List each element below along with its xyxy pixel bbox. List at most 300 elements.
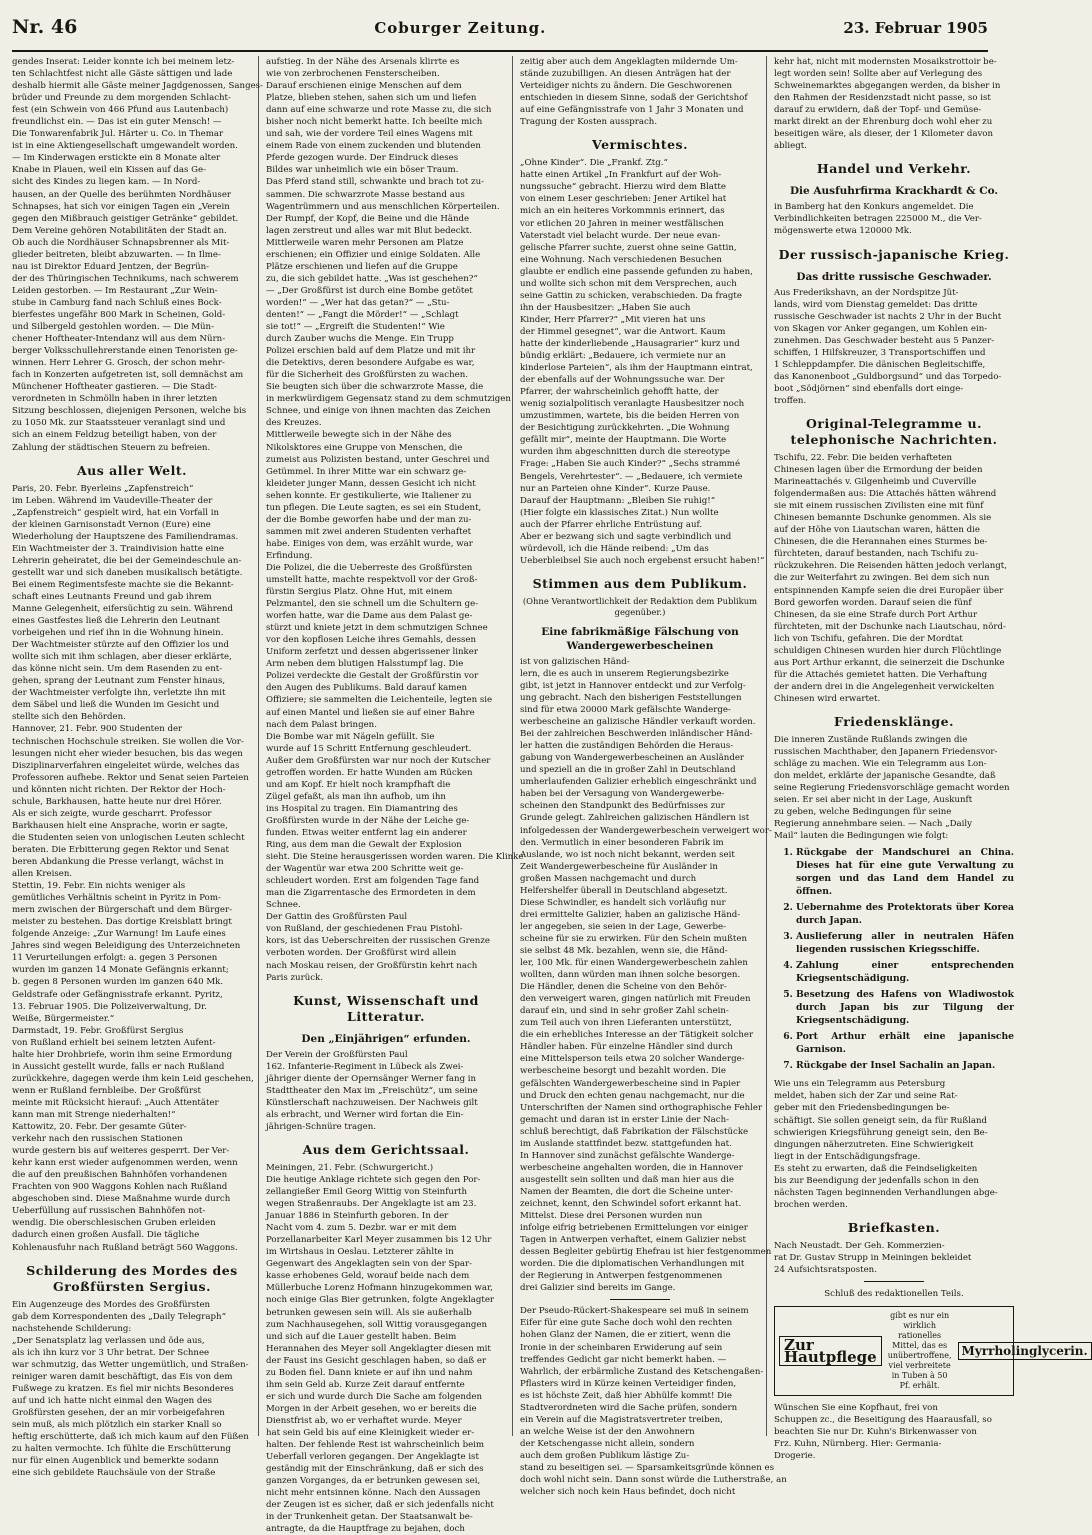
text-line: geber mit den Friedensbedingungen be- — [774, 1103, 950, 1114]
text-line: Erfindung. — [266, 550, 313, 561]
text-line: die zur Weiterfahrt zu zwingen. Bei dem sich nun — [774, 573, 990, 584]
text-line: nach dem Palast bringen. — [266, 719, 377, 730]
text-line: brüder und Freunde zu dem morgenden Schlacht- — [12, 93, 231, 104]
text-line: Helfershelfer überall in Deutschland abgesetzt. — [520, 885, 728, 896]
text-line: freundlichst ein. — Das ist ein guter Mensch! — — [12, 117, 222, 128]
text-line: sieht. Die Steine herausgerissen worden waren. Die Klinke — [266, 852, 524, 863]
text-line: Weiße, Bürgermeister.“ — [12, 1013, 115, 1024]
column-1 — [12, 56, 263, 1479]
text-line: wurde auf 15 Schritt Entfernung geschleudert. — [266, 743, 472, 754]
text-line: scheinen den Standpunkt des Bedürfnisses zur — [520, 801, 725, 812]
text-line: Händler haben. Für einzelne Händler sind durch — [520, 1042, 733, 1053]
text-line: Bei der zahlreichen Beschwerden inländischer Händ- — [520, 729, 753, 740]
text-line: drei ermittelte Galizier, haben an galizische Händ- — [520, 909, 741, 920]
text-line: 1 Schleppdampfer. Die dänischen Begleitschiffe, — [774, 359, 986, 370]
text-line: in der Trunkenheit getan. Der Staatsanwalt be- — [266, 1512, 473, 1523]
text-line: Morgen in der Arbeit gesehen, wo er bereits die — [266, 1403, 477, 1414]
text-line: eine Wohnung. Nach verschiedenen Besuchen — [520, 254, 722, 265]
text-line: ung gebracht. Nach den bisherigen Feststellungen — [520, 693, 742, 704]
text-line: wollten, dann würden man ihnen solche besorgen. — [520, 970, 741, 981]
text-line: Pelzmantel, den sie schnell um die Schultern ge- — [266, 599, 479, 610]
text-line: werbescheine besorgt und bezahlt worden. Die — [520, 1066, 727, 1077]
text-line: umzustimmen, wartete, bis die beiden Herren von — [520, 411, 740, 422]
text-line: Stettin, 19. Febr. Ein nichts weniger als — [12, 881, 186, 892]
court-report-continued — [520, 56, 760, 128]
text-line: zu, die sich gebildet hatte. „Was ist geschehen?“ — [266, 273, 478, 284]
text-line: das könne nicht sein. Um dem Rasenden zu ent- — [12, 664, 223, 675]
world-news — [12, 483, 252, 1254]
text-line: folgende Anzeige: „Zur Warnung! Im Laufe eines — [12, 929, 226, 940]
text-line: hat sein Geld bis auf eine Kleinigkeit wieder er- — [266, 1427, 475, 1438]
text-line: durch Zauber wuchs die Menge. Ein Trupp — [266, 334, 454, 345]
text-line: im Wirtshaus in Oeslau. Letzterer zählte in — [266, 1247, 454, 1258]
text-line: Auslande, wo ist noch nicht bekannt, werden seit — [520, 849, 735, 860]
text-line: Münchener Hoftheater gastieren. — Die Stadt- — [12, 382, 217, 393]
text-line: auf der Höhe von Liautschan waren, hätten die — [774, 525, 980, 536]
text-line: dadurch einen großen Ausfall. Die tägliche — [12, 1230, 200, 1241]
text-line: nau ist Direktor Eduard Jentzen, der Begrün- — [12, 261, 210, 272]
text-line: Darauf der Hauptmann: „Bleiben Sie ruhig!“ — [520, 495, 716, 506]
text-line: Sie beugten sich über die schwarzrote Masse, die — [266, 382, 484, 393]
text-line: verboten worden. Der Großfürst wird allein — [266, 948, 457, 959]
text-line: würdevoll, ich die Hände reibend: „Um das — [520, 543, 709, 554]
text-line: Bildes war unheimlich wie ein böser Traum. — [266, 165, 459, 176]
text-line: nur für einen Augenblick und bemerkte sodann — [12, 1456, 219, 1467]
editorial-end-notice: Schluß des redaktionellen Teils. — [824, 1289, 964, 1300]
heading-gerichtssaal: Aus dem Gerichtssaal. — [302, 1141, 470, 1157]
text-line: eines Gastfestes ließ die Lehrerin den Leutnant — [12, 616, 220, 627]
text-line: Chinesen, da sie eine Strafe durch Port Arthur — [774, 609, 978, 620]
columns — [12, 56, 1088, 1535]
text-line: gemütliches Verhältnis scheint in Pyritz in Pom- — [12, 893, 221, 904]
text-line: schluß berechtigt, daß Fabrikation der Fälschstücke — [520, 1126, 749, 1137]
text-line: doch wohl nicht sein. Dann sonst würde die Lutherstraße, an — [520, 1475, 787, 1486]
text-line: Polizei verdeckte die Gestalt der Großfürstin vor — [266, 671, 479, 682]
peace-demand: 2. Uebernahme des Protektorats über Korea durch Japan. — [796, 901, 1014, 927]
text-line: werbescheine angehalten worden, die in Hannover — [520, 1162, 743, 1173]
text-line: Das Pferd stand still, schwankte und brach tot zu- — [266, 177, 485, 188]
text-line: fürchteten, darauf bestanden, nach Tschifu zu- — [774, 549, 979, 560]
heading-telegramme: Original-Telegramme u. telephonische Nachrichten. — [790, 415, 998, 447]
text-line: jährigen-Schnüre tragen. — [266, 1121, 376, 1132]
text-line: lesungen nicht eher wieder besuchen, bis das wegen — [12, 748, 243, 759]
text-line: Arm neben dem blutigen Halsstumpf lag. Die — [266, 659, 464, 670]
text-line: wurden ihm abgeschnitten durch die stereotype — [520, 447, 731, 458]
text-line: Müllerbuche Lorenz Hofmann hinzugekommen war, — [266, 1283, 493, 1294]
telegram-text — [774, 452, 1014, 705]
text-line: zunehmen. Das Geschwader besteht aus 5 Panzer- — [774, 335, 995, 346]
text-line: halten. Der fehlende Rest ist wahrscheinlich beim — [266, 1440, 485, 1451]
text-line: stände zuzubilligen. An diesen Anträgen hat der — [520, 69, 731, 80]
text-line: kinderlose Parteien“, als ihm der Hauptmann eintrat, — [520, 363, 753, 374]
text-line: worfen hatte, war die Dame aus dem Palast ge- — [266, 611, 473, 622]
text-line: lern, die es auch in unserem Regierungsbezirke — [520, 668, 729, 679]
text-line: Offiziere; sie sammelten die Leichenteile, legten sie — [266, 695, 493, 706]
text-line: Porzellanarbeiter Karl Meyer zusammen bis 12 Uhr — [266, 1235, 492, 1246]
text-line: aufstieg. In der Nähe des Arsenals klirrte es — [266, 57, 460, 67]
text-line: Bei einem Regimentsfeste machte sie die Bekannt- — [12, 579, 234, 590]
text-line: Dienstfrist ab, wo er verhaftet wurde. Meyer — [266, 1415, 462, 1426]
text-line: fach in Konzerten aufgetreten ist, soll demnächst am — [12, 370, 244, 381]
text-line: Ein Augenzeuge des Mordes des Großfürsten — [12, 1299, 211, 1310]
text-line: mögenswerte etwa 120000 Mk. — [774, 226, 912, 237]
text-line: hatte der kinderliebende „Hausagrarier“ kurz und — [520, 338, 740, 349]
text-line: chener Hoftheater-Intendanz will aus dem Nürn- — [12, 334, 226, 345]
text-line: gegen den Mißbrauch geistiger Getränke“ gebildet. — [12, 213, 239, 224]
text-line: ler hatten die zuständigen Behörden die Heraus- — [520, 741, 734, 752]
text-line: troffen. — [774, 395, 807, 406]
text-line: Zahlung der städtischen Steuern zu befreien. — [12, 442, 211, 453]
text-line: nicht mehr entsinnen könne. Nach den Aussagen — [266, 1488, 481, 1499]
text-line: liegt in der Entschädigungsfrage. — [774, 1151, 921, 1162]
text-line: auf und ich hatte nicht einmal den Wagen des — [12, 1395, 212, 1406]
text-line: Ring, aus dem man die Gewalt der Explosion — [266, 840, 462, 851]
stimmen-text — [520, 656, 772, 1294]
text-line: Pfarrer, der wahrscheinlich gehofft hatte, der — [520, 387, 719, 398]
text-line: kleideter junger Mann, dessen Gesicht ich nicht — [266, 478, 476, 489]
text-line: gefällt mir“, meinte der Hauptmann. Die Worte — [520, 435, 727, 446]
peace-demand: 6. Port Arthur erhält eine japanische Garnison. — [796, 1030, 1014, 1056]
text-line: Hannover, 21. Febr. 900 Studenten der — [12, 724, 183, 735]
text-line: Künstlerschaft nachzuweisen. Der Nachweis gilt — [266, 1097, 478, 1108]
text-line: ganzen Vorganges, da er betrunken gewesen sei, — [266, 1476, 481, 1487]
text-line: Kohlenausfuhr nach Rußland beträgt 560 Waggons. — [12, 1242, 238, 1253]
text-line: schläge zu machen. Wie ein Telegramm aus Lon- — [774, 759, 987, 770]
text-line: berger Volksschullehrerstande einen Tenoristen ge- — [12, 346, 238, 357]
text-line: Bord geworfen worden. Darauf seien die fünf — [774, 597, 972, 608]
text-line: ist in eine Aktiengesellschaft umgewandelt worden. — [12, 141, 238, 152]
text-line: einem Rade von einem zuckenden und blutenden — [266, 141, 481, 152]
text-line: im Auslande stattfindet bezw. stattgefunden hat. — [520, 1138, 732, 1149]
text-line: welcher sich noch kein Haus befindet, doch nicht — [520, 1487, 736, 1498]
text-line: heftig erschütterte, daß ich mich kaum auf den Füßen — [12, 1432, 249, 1443]
text-line: vor den kopflosen Leiche ihres Gemahls, dessen — [266, 635, 477, 646]
peace-demand: 5. Besetzung des Hafens von Wladiwostok durch Japan bis zur Tilgung der Kriegsentschädigung. — [796, 988, 1014, 1027]
text-line: die auf den preußischen Bahnhöfen vorhandenen — [12, 1170, 228, 1181]
text-line: eine Mittelsperson teils etwa 20 solcher Wanderge- — [520, 1054, 745, 1065]
text-line: beraten. Die Erbitterung gegen Rektor und Senat — [12, 844, 229, 855]
text-line: Die Händler, denen die Scheine von den Behör- — [520, 982, 727, 993]
text-line: zeitig aber auch dem Angeklagten mildernde Um- — [520, 57, 738, 67]
text-line: schwierigen Kriegsführung geneigt sein, den Be- — [774, 1127, 988, 1138]
text-line: Knabe in Plauen, weil ein Kissen auf das Ge- — [12, 165, 206, 176]
text-line: Tschifu, 22. Febr. Die beiden verhafteten — [774, 452, 953, 463]
newspaper-title: Coburger Zeitung. — [374, 19, 547, 37]
text-line: beachten Sie nur Dr. Kuhn's Birkenwasser von — [774, 1427, 977, 1438]
text-line: reiniger waren damit beschäftigt, das Eis von dem — [12, 1371, 233, 1382]
text-line: Chinesen bemannte Dschunke genommen. Als sie — [774, 513, 992, 524]
text-line: technischen Hochschule streiken. Sie wollen die Vor- — [12, 736, 244, 747]
text-line: mich an ein heiteres Vorkommnis erinnert, das — [520, 206, 725, 217]
text-line: verordneten in Schmölln haben in ihrer letzten — [12, 394, 218, 405]
market-letter — [774, 56, 1014, 152]
text-line: den Augen des Publikums. Bald darauf kamen — [266, 683, 468, 694]
text-line: sammen mit zwei anderen Studenten verhaftet — [266, 526, 472, 537]
text-line: wegen Straßenraubs. Der Angeklagte ist am 23. — [266, 1199, 477, 1210]
text-line: der die Bombe geworfen habe und der man zu- — [266, 514, 472, 525]
text-line: Nikolsktores eine Gruppe von Menschen, die — [266, 442, 463, 453]
text-line: Mittlerweile waren mehr Personen am Platze — [266, 237, 464, 248]
text-line: sehen konnte. Er gestikulierte, wie Italiener zu — [266, 490, 472, 501]
text-line: dem Säbel und ließ die Wunden im Gesicht und — [12, 700, 220, 711]
text-line: bündig erklärt: „Bedauere, ich vermiete nur an — [520, 351, 726, 362]
text-line: rückzukehren. Die Reisenden hätten jedoch verlangt, — [774, 561, 1007, 572]
text-line: Darmstadt, 19. Febr. Großfürst Sergius — [12, 1025, 184, 1036]
text-line: „Zapfenstreich“ gespielt wird, hat ein Vorfall in — [12, 507, 220, 518]
text-line: und am Kopf. Er hielt noch krampfhaft die — [266, 779, 451, 790]
text-line: ten Schlachtfest nicht alle Gäste sättigen und lade — [12, 69, 233, 80]
text-line: schäftigt. Sie sollen geneigt sein, da für Rußland — [774, 1115, 988, 1126]
text-line: Januar 1886 in Steinfurth geboren. In der — [266, 1211, 449, 1222]
murder-account-continued — [266, 56, 524, 984]
text-line: nachstehende Schilderung: — [12, 1323, 132, 1334]
text-line: die ein erhebliches Interesse an der Tätigkeit solcher — [520, 1030, 754, 1041]
text-line: Wie uns ein Telegramm aus Petersburg — [774, 1079, 946, 1090]
text-line: gendes Inserat: Leider konnte ich bei meinem letz- — [12, 57, 235, 67]
text-line: der Wagentür war etwa 200 Schritte weit ge- — [266, 864, 464, 875]
text-line: ihm sein Geld ab. Kurze Zeit darauf entfernte — [266, 1379, 465, 1390]
text-line: Vaterstadt viel belacht wurde. Der neue evan- — [520, 230, 721, 241]
text-line: In Hannover sind zunächst gefälschte Wanderge- — [520, 1150, 735, 1161]
text-line: schuldigen Chinesen wurden hier durch Flüchtlinge — [774, 645, 1002, 656]
text-line: von Rußland, der geschiedenen Frau Pistohl- — [266, 924, 463, 935]
text-line: zu 1050 Mk. zur Staatssteuer veranlagt sind und — [12, 418, 226, 429]
text-line: das Kanonenboot „Guldborgsund“ und das Torpedo- — [774, 371, 1002, 382]
text-line: dingungen näherzutreten. Eine Schwierigkeit — [774, 1139, 974, 1150]
text-line: Ueberbleibsel Sie auch noch ergebenst ersucht haben!“ — [520, 555, 765, 566]
text-line: schaft eines Leutnants Freund und gab ihrem — [12, 591, 212, 602]
text-line: Schweinemarktes abgegangen werden, da bisher in — [774, 81, 1001, 92]
text-line: folgendermaßen aus: Die Attachés hätten während — [774, 489, 997, 500]
krieg-subtitle: Das dritte russische Geschwader. — [796, 270, 992, 283]
text-line: sammen. Die schwarzrote Masse bestand aus — [266, 189, 465, 200]
text-line: Uniform zerfetzt und dessen abgerissener linker — [266, 647, 478, 658]
text-line: Die Polizei, die die Ueberreste des Großfürsten — [266, 562, 473, 573]
text-line: tun pflegen. Die Leute sagten, es sei ein Student, — [266, 502, 482, 513]
text-line: Manne Gelegenheit, eifersüchtig zu sein. Während — [12, 604, 233, 615]
text-line: Stadtverordneten wird die Sache prüfen, sondern — [520, 1402, 738, 1413]
text-line: don meldet, erklärte der japanische Gesandte, daß — [774, 771, 996, 782]
text-line: Schnee. — [266, 900, 301, 911]
text-line: ausgestellt sein sollten und daß man hier aus die — [520, 1174, 734, 1185]
text-line: seien. Er sei aber nicht in der Lage, Auskunft — [774, 795, 973, 806]
text-line: rat Dr. Gustav Strupp in Meiningen bekleidet — [774, 1252, 972, 1263]
ad-body: gibt es nur ein wirklich rationelles Mittel, das es unübertroffene, viel verbreitete in Tuben à 50 Pf. erhält. — [887, 1311, 952, 1391]
text-line: Drogerie. — [774, 1451, 816, 1462]
text-line: Barkhausen hielt eine Ansprache, worin er sagte, — [12, 820, 228, 831]
text-line: darauf zu erwidern, daß der Topf- und Gemüse- — [774, 105, 982, 116]
text-line: markt direkt an der Ehrenburg doch wohl eher zu — [774, 117, 993, 128]
text-line: Zeit Wandergewerbescheine für Ausländer in — [520, 861, 718, 872]
text-line: Wagentrümmern und aus menschlichen Körperteilen. — [266, 201, 500, 212]
text-line: abliegt. — [774, 141, 807, 152]
peace-demand: 7. Rückgabe der Insel Sachalin an Japan. — [796, 1059, 1014, 1072]
text-line: Disziplinarverfahren eingeleitet würde, welches das — [12, 760, 240, 771]
miscellaneous — [520, 157, 765, 567]
text-line: Der Gattin des Großfürsten Paul — [266, 912, 408, 923]
text-line: nach Moskau reisen, der Großfürstin kehrt nach — [266, 960, 478, 971]
peace-text — [774, 734, 1014, 842]
ad-headline: Zur Hautpflege — [779, 1336, 882, 1366]
text-line: 11 Verurteilungen erfolgt: a. gegen 3 Personen — [12, 953, 218, 964]
text-line: drei Galizier sind bereits im Gange. — [520, 1283, 676, 1294]
text-line: Regierung annehmbare seien. — Nach „Daily — [774, 819, 973, 830]
text-line: bierfestes ungefähr 800 Mark in Scheinen, Gold- — [12, 309, 226, 320]
text-line: entspinnenden Kampfe seien die drei Europäer über — [774, 585, 1004, 596]
text-line: 162. Infanterie-Regiment in Lübeck als Zwei- — [266, 1061, 464, 1072]
text-line: als ich ihn kurz vor 3 Uhr betrat. Der Schnee — [12, 1347, 210, 1358]
heading-vermischtes: Vermischtes. — [592, 137, 688, 153]
text-line: der Regierung in Antwerpen festgenommenen — [520, 1271, 723, 1282]
text-line: verkehr nach den russischen Stationen — [12, 1134, 183, 1145]
text-line: hohen Glanz der Namen, die er zitiert, wenn die — [520, 1330, 731, 1341]
text-line: bis zur Beendigung der jedenfalls schon in den — [774, 1175, 979, 1186]
text-line: zu halten vermochte. Ich fühlte die Erschütterung — [12, 1444, 231, 1455]
reader-reply — [520, 1305, 787, 1498]
text-line: abgeschoben sind. Diese Maßnahme wurde durch — [12, 1194, 231, 1205]
text-line: Großfürsten gesehen, der an mir vorbeigefahren — [12, 1407, 225, 1418]
text-line: Marineattachés v. Gilgenheimb und Cuverville — [774, 477, 977, 488]
text-line: zum Teil auch von ihren Lieferanten unterstützt, — [520, 1018, 732, 1029]
text-line: „Der Senatsplatz lag verlassen und öde aus, — [12, 1335, 205, 1346]
text-line: eine sich gebildete Rauchsäule von der Straße — [12, 1468, 216, 1479]
text-line: ler, 100 Mk. für einen Wandergewerbeschein zahlen — [520, 958, 748, 969]
text-line: sich an einem Feldzug beteiligt haben, von der — [12, 430, 217, 441]
text-line: Ob auch die Nordhäuser Schnapsbrenner als Mit- — [12, 237, 230, 248]
text-line: kasse erhobenes Geld, worauf beide nach dem — [266, 1271, 470, 1282]
text-line: boot „Södjörnen“ sind ebenfalls dort einge- — [774, 383, 964, 394]
text-line: die Studenten seien von unlogischen Leuten schlecht — [12, 832, 245, 843]
text-line: Namen der Beamten, die dort die Scheine unter- — [520, 1186, 733, 1197]
text-line: jähriger diente der Opernsänger Werner fang in — [266, 1073, 477, 1084]
text-line: umherlaufenden Galizier erheblich eingeschränkt und — [520, 777, 757, 788]
masthead — [12, 0, 988, 52]
text-line: Wünschen Sie eine Kopfhaut, frei von — [774, 1403, 938, 1414]
text-line: ihn der Hausbesitzer: „Haben Sie auch — [520, 302, 691, 313]
text-line: sie selbst 48 Mk. bezahlen, wenn sie, die Händ- — [520, 946, 728, 956]
kunst-text — [266, 1049, 506, 1133]
text-line: lagen zerstreut und alles war mit Blut bedeckt. — [266, 225, 472, 236]
text-line: Plätze erschienen und liefen auf die Gruppe — [266, 261, 458, 272]
text-line: Frachten von 900 Waggons Kohlen nach Rußland — [12, 1182, 228, 1193]
text-line: der Ketschengasse nicht allein, sondern — [520, 1438, 695, 1449]
text-line: und wollte sich schon mit dem Versprechen, auch — [520, 278, 737, 289]
column-4 — [774, 56, 1088, 1462]
section-divider — [864, 1281, 924, 1282]
text-line: Ein Wachtmeister der 3. Traindivision hatte eine — [12, 543, 224, 554]
text-line: kehr kann erst wieder aufgenommen werden, wenn — [12, 1158, 238, 1169]
text-line: Nach Neustadt. Der Geh. Kommerzien- — [774, 1240, 945, 1251]
text-line: nächsten Tagen beginnenden Verhandlungen abge- — [774, 1187, 998, 1198]
text-line: wurden im ganzen 14 Monate Gefängnis erkannt; — [12, 965, 229, 976]
text-line: noch einige Glas Bier getrunken, folgte Angeklagter — [266, 1295, 495, 1306]
text-line: Schnapses, hat sich vor einigen Tagen ein „Verein — [12, 201, 230, 212]
text-line: Platze, blieben stehen, sahen sich um und liefen — [266, 93, 477, 104]
text-line: umstellt hatte, machte respektvoll vor der Groß- — [266, 575, 478, 586]
text-line: scheine für sie zu erwirken. Für den Schein mußten — [520, 933, 747, 944]
text-line: Professoren aufhebe. Rektor und Senat seien Parteien — [12, 772, 249, 783]
text-line: vorbeigehen und rief ihn in die Wohnung hinein. — [12, 628, 224, 639]
text-line: er sich und wurde durch Die Sache am folgenden — [266, 1391, 482, 1402]
text-line: sind für etwa 20000 Mark gefälschte Wanderge- — [520, 705, 731, 716]
text-line: es ist höchste Zeit, daß hier Abhülfe kommt! Die — [520, 1390, 732, 1401]
text-line: gemacht und daran ist in erster Linie der Nach- — [520, 1114, 730, 1125]
text-line: Wiederholung der Hauptszene des Familiendramas. — [12, 531, 239, 542]
text-line: glaubte er endlich eine passende gefunden zu haben, — [520, 266, 753, 277]
issue-number: Nr. 46 — [12, 16, 78, 38]
text-line: und Druck den echten genau nachgemacht, nur die — [520, 1090, 745, 1101]
text-line: lands, wird vom Dienstag gemeldet: Das dritte — [774, 299, 978, 310]
text-line: fürchteten, mit der Dschunke nach Liautschau, nörd- — [774, 621, 1006, 632]
text-line: sie mit einem russischen Zivilisten eine mit fünf — [774, 501, 984, 512]
heading-handel: Handel und Verkehr. — [816, 161, 972, 177]
text-line: Fußwege zu kratzen. Es fiel mir nichts Besonderes — [12, 1383, 234, 1394]
text-line: Großfürsten wurde in der Nähe der Leiche ge- — [266, 815, 470, 826]
text-line: hatte einen Artikel „In Frankfurt auf der Woh- — [520, 170, 722, 181]
column-2 — [266, 56, 524, 1535]
text-line: von einem Leser geschrieben: Jener Artikel hat — [520, 194, 727, 205]
peace-text-end — [774, 1078, 1014, 1211]
text-line: an welche Weise ist der den Anwohnern — [520, 1426, 695, 1437]
text-line: zu Boden fiel. Dann kniete er auf ihn und nahm — [266, 1367, 473, 1378]
text-line: war schmutzig, das Wetter ungemütlich, und Straßen- — [12, 1359, 249, 1370]
text-line: Als er sich zeigte, wurde gescharrt. Professor — [12, 808, 212, 819]
text-line: vor etlichen 20 Jahren in meiner westfälischen — [520, 218, 724, 229]
text-line: getroffen worden. Er hatte Wunden am Rücken — [266, 767, 473, 778]
text-line: Chinesen lagen über die Ermordung der beiden — [774, 465, 983, 476]
text-line: der Zeugen ist es sicher, daß er sich jedenfalls nicht — [266, 1500, 494, 1511]
text-line: geständig mit der Einschränkung, daß er sich des — [266, 1464, 484, 1475]
text-line: stand zu beseitigen sei. — Sparsamkeitsgründe können es — [520, 1462, 774, 1473]
text-line: dann auf eine schwarze und rote Masse zu, die sich — [266, 105, 492, 116]
text-line: Tagen in Antwerpen verhaftet, einem Galizier nebst — [520, 1235, 747, 1246]
text-line: für die Sicherheit des Großfürsten zu wachen. — [266, 370, 468, 381]
text-line: Wahrlich, der erbärmliche Zustand des Ketschengaßen- — [520, 1366, 764, 1377]
text-line: Diese Schwindler, es handelt sich vorläufig nur — [520, 897, 726, 908]
text-line: betrunken gewesen sein will. Als sie außerhalb — [266, 1307, 472, 1318]
text-line: Geldstrafe oder Gefängnisstrafe erkannt. Pyritz, — [12, 989, 223, 1000]
text-line: sein muß, als mich plötzlich ein starker Knall so — [12, 1420, 222, 1431]
heading-briefkasten: Briefkasten. — [847, 1219, 941, 1235]
issue-date: 23. Februar 1905 — [843, 19, 988, 37]
text-line: Pferde gezogen wurde. Der Eindruck dieses — [266, 153, 459, 164]
text-line: Es steht zu erwarten, daß die Feindseligkeiten — [774, 1163, 978, 1174]
text-line: im Leben. Während im Vaudeville-Theater der — [12, 495, 213, 506]
text-line: zeichnet, kennt, den Schwindel sofort erkannt hat. — [520, 1198, 742, 1209]
column-3 — [520, 56, 787, 1498]
text-line: Frz. Kuhn, Nürnberg. Hier: Germania- — [774, 1439, 942, 1450]
text-line: Chinesen, die die Herannahen eines Sturmes be- — [774, 537, 988, 548]
text-line: den Rahmen der Residenzstadt nicht passe, so ist — [774, 93, 991, 104]
text-line: den. Vermutlich in einer besonderen Fabrik im — [520, 837, 724, 848]
text-line: Die Tonwarenfabrik Jul. Härter u. Co. in Themar — [12, 129, 224, 140]
advertisement-hautpflege — [774, 1306, 1088, 1396]
text-line: Paris, 20. Febr. Byerleins „Zapfenstreich“ — [12, 483, 194, 494]
text-line: Der Rumpf, der Kopf, die Beine und die Hände — [266, 213, 470, 224]
text-line: die Detektivs, deren besondere Aufgabe es war, — [266, 358, 475, 369]
text-line: Mail“ lauten die Bedingungen wie folgt: — [774, 831, 949, 842]
heading-kunst: Kunst, Wissenschaft und Litteratur. — [293, 992, 479, 1024]
text-line: wenig sozialpolitisch veranlagte Hausbesitzer noch — [520, 399, 745, 410]
text-line: Lehrerin geheiratet, die bei der Gemeindeschule an- — [12, 555, 242, 566]
text-line: und Silbergeld gestohlen worden. — Die Mün- — [12, 322, 214, 333]
krieg-text — [774, 287, 1014, 407]
text-line: in merkwürdigem Gegensatz stand zu dem schmutzigen — [266, 394, 511, 405]
text-line: Sitzung beschlossen, diejenigen Personen, welche bis — [12, 406, 247, 417]
text-line: 24 Aufsichtsratsposten. — [774, 1265, 877, 1275]
text-line: gelische Pfarrer suchte, zuerst ohne seine Gattin, — [520, 242, 737, 253]
text-line: meldet, haben sich der Zar und seine Rat- — [774, 1091, 958, 1102]
